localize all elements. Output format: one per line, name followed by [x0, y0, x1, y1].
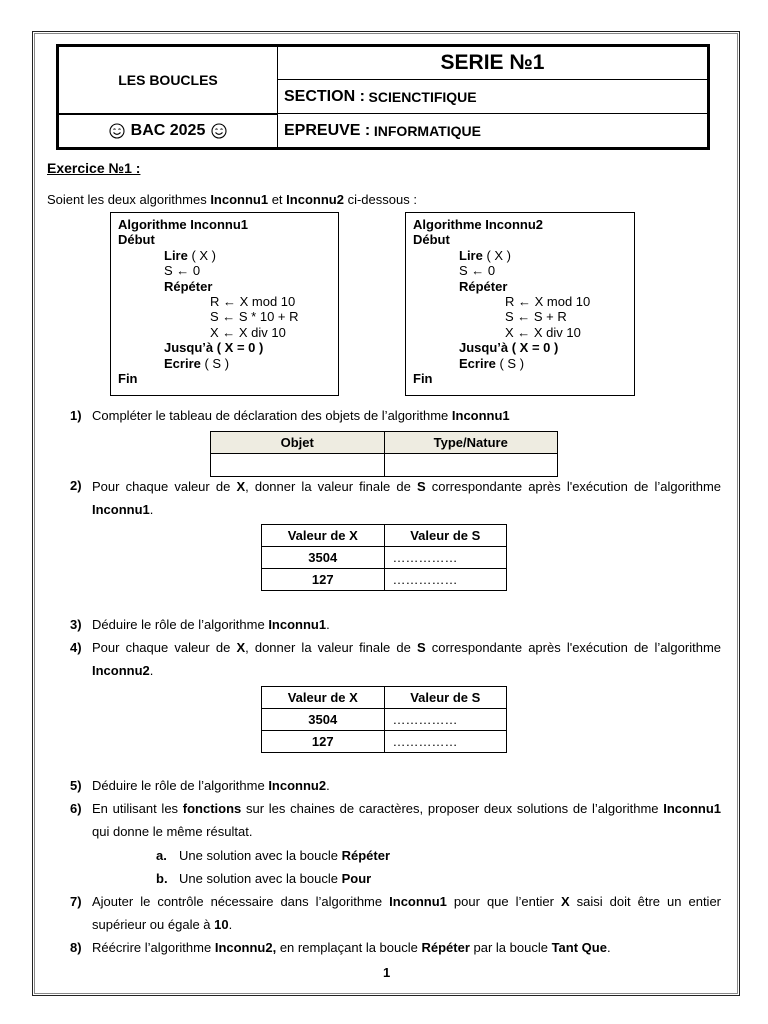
- intro-algo1: Inconnu1: [210, 192, 269, 207]
- table-cell[interactable]: [211, 454, 385, 477]
- intro-algo2: Inconnu2: [286, 192, 344, 207]
- q-text: pour que l’entier: [446, 894, 561, 909]
- q-bold: Inconnu2: [92, 663, 150, 678]
- sub-question-b: [179, 871, 371, 886]
- algo-ecrire: Ecrire: [164, 355, 201, 371]
- algo-line: S ← S + R: [505, 309, 567, 325]
- algo-line: X ← X div 10: [210, 324, 286, 340]
- q-bold: X: [236, 640, 246, 655]
- q-bold: Pour: [341, 871, 372, 886]
- algo-line: R ← X mod 10: [505, 294, 591, 310]
- col-header: Valeur de S: [384, 525, 507, 547]
- q-text: .: [149, 502, 154, 517]
- q-text: Ajouter le contrôle nécessaire dans l’algorithme: [92, 894, 390, 909]
- q-text: .: [606, 940, 611, 955]
- epreuve-cell: [277, 114, 707, 147]
- q-text: en remplaçant la boucle: [276, 940, 422, 955]
- sub-question-a: [179, 848, 390, 863]
- page-number: 1: [383, 965, 391, 980]
- question-number: 1): [70, 408, 82, 423]
- question-6: [92, 797, 721, 843]
- q-text: Pour chaque valeur de: [92, 640, 237, 655]
- col-header-type: Type/Nature: [384, 432, 558, 454]
- x-value: 3504: [262, 547, 385, 569]
- q-bold: S: [416, 640, 426, 655]
- bac-label: BAC 2025: [130, 121, 206, 139]
- col-header: Valeur de S: [384, 687, 507, 709]
- algo-ecrire-arg: ( S ): [495, 355, 525, 371]
- section-value: SCIENCTIFIQUE: [368, 88, 477, 105]
- q-text: Déduire le rôle de l’algorithme: [92, 778, 269, 793]
- q-text: , donner la valeur finale de: [245, 479, 417, 494]
- algo-repeter: Répéter: [459, 278, 508, 294]
- algorithm-box-inconnu2: [405, 212, 635, 396]
- q-text: .: [326, 778, 330, 793]
- section-label: SECTION :: [284, 87, 365, 105]
- algo-title: Algorithme Inconnu1: [118, 217, 248, 232]
- question-8: [92, 940, 611, 955]
- algo-line: R ← X mod 10: [210, 294, 296, 310]
- algo-line: S ← S * 10 + R: [210, 309, 299, 325]
- header-table: [56, 44, 710, 150]
- algorithm-box-inconnu1: [110, 212, 339, 396]
- intro-part: ci-dessous :: [343, 192, 417, 207]
- intro-part: Soient les deux algorithmes: [47, 192, 211, 207]
- q-bold: S: [416, 479, 426, 494]
- q-bold: Inconnu1: [92, 502, 150, 517]
- x-value: 127: [262, 731, 385, 753]
- sub-question-letter: b.: [156, 871, 168, 886]
- algo-ecrire: Ecrire: [459, 355, 496, 371]
- algo-jusqua: Jusqu’à ( X = 0 ): [164, 340, 264, 356]
- values-table-1: [261, 524, 507, 591]
- question-number: 4): [70, 640, 82, 655]
- question-4: [92, 636, 721, 682]
- q-text: Une solution avec la boucle: [179, 871, 342, 886]
- algo-line: X ← X div 10: [505, 324, 581, 340]
- s-value-blank[interactable]: ……………: [384, 569, 507, 591]
- question-number: 3): [70, 617, 82, 632]
- algo-jusqua: Jusqu’à ( X = 0 ): [459, 340, 559, 356]
- q-bold: X: [236, 479, 246, 494]
- question-2: [92, 475, 721, 521]
- algo-debut: Début: [413, 232, 450, 248]
- q-bold: Inconnu1: [389, 894, 447, 909]
- algo-lire: Lire: [459, 247, 483, 263]
- q-bold: fonctions: [182, 801, 242, 816]
- q-text: Une solution avec la boucle: [179, 848, 342, 863]
- q-text: Compléter le tableau de déclaration des objets de l’algorithme: [92, 408, 452, 423]
- s-value-blank[interactable]: ……………: [384, 547, 507, 569]
- q-text: , donner la valeur finale de: [245, 640, 417, 655]
- epreuve-label: EPREUVE :: [284, 121, 371, 139]
- question-number: 8): [70, 940, 82, 955]
- s-value-blank[interactable]: ……………: [384, 709, 507, 731]
- algo-fin: Fin: [413, 371, 433, 387]
- question-number: 5): [70, 778, 82, 793]
- algo-lire-arg: ( X ): [187, 247, 217, 263]
- q-text: saisi doit être un entier supérieur ou égale à: [92, 894, 722, 932]
- x-value: 3504: [262, 709, 385, 731]
- algo-init: S ← 0: [164, 263, 201, 279]
- q-text: sur les chaines de caractères, proposer deux solutions de l’algorithme: [241, 801, 664, 816]
- col-header: Valeur de X: [262, 687, 385, 709]
- algo-lire: Lire: [164, 247, 188, 263]
- q-bold: Inconnu1: [451, 408, 510, 423]
- q-bold: 10: [214, 917, 229, 932]
- q-bold: Inconnu1: [268, 617, 327, 632]
- smiley-icon: [211, 123, 227, 139]
- q-bold: Inconnu2: [268, 778, 327, 793]
- topic-cell: [59, 47, 277, 114]
- col-header-objet: Objet: [211, 432, 385, 454]
- question-number: 6): [70, 801, 82, 816]
- algo-lire-arg: ( X ): [482, 247, 512, 263]
- q-bold: Répéter: [421, 940, 470, 955]
- q-text: Pour chaque valeur de: [92, 479, 237, 494]
- question-5: [92, 778, 330, 793]
- q-text: .: [326, 617, 330, 632]
- s-value-blank[interactable]: ……………: [384, 731, 507, 753]
- serie-title: SERIE №1: [277, 47, 707, 80]
- algo-debut: Début: [118, 232, 155, 248]
- col-header: Valeur de X: [262, 525, 385, 547]
- question-3: [92, 617, 330, 632]
- q-bold: Tant Que: [551, 940, 607, 955]
- smiley-icon: [109, 123, 125, 139]
- q-text: En utilisant les: [92, 801, 183, 816]
- q-text: Déduire le rôle de l’algorithme: [92, 617, 269, 632]
- bac-cell: [59, 114, 277, 147]
- x-value: 127: [262, 569, 385, 591]
- intro-text: [47, 192, 417, 207]
- q-bold: X: [560, 894, 570, 909]
- header-divider: [59, 114, 277, 115]
- topic-title: LES BOUCLES: [118, 72, 218, 88]
- algo-repeter: Répéter: [164, 278, 213, 294]
- q-text: par la boucle: [469, 940, 552, 955]
- question-7: [92, 890, 721, 936]
- q-text: correspondante après l'exécution de l’algorithme: [425, 640, 722, 655]
- q-bold: Inconnu1: [663, 801, 722, 816]
- algo-fin: Fin: [118, 371, 138, 387]
- q-text: correspondante après l'exécution de l’algorithme: [425, 479, 722, 494]
- question-number: 7): [70, 894, 82, 909]
- exercise-title: Exercice №1 :: [47, 160, 141, 176]
- table-cell[interactable]: [384, 454, 558, 477]
- values-table-2: [261, 686, 507, 753]
- q-bold: Répéter: [341, 848, 391, 863]
- algo-init: S ← 0: [459, 263, 496, 279]
- intro-part: et: [268, 192, 287, 207]
- algo-ecrire-arg: ( S ): [200, 355, 230, 371]
- algo-title: Algorithme Inconnu2: [413, 217, 543, 232]
- question-1: [92, 408, 510, 423]
- epreuve-value: INFORMATIQUE: [373, 122, 481, 139]
- q-bold: Inconnu2,: [214, 940, 277, 955]
- section-cell: [277, 80, 707, 114]
- declaration-table: [210, 431, 558, 477]
- q-text: Réécrire l’algorithme: [92, 940, 215, 955]
- q-text: .: [149, 663, 154, 678]
- sub-question-letter: a.: [156, 848, 167, 863]
- q-text: qui donne le même résultat.: [92, 824, 253, 839]
- question-number: 2): [70, 478, 82, 493]
- q-text: .: [228, 917, 233, 932]
